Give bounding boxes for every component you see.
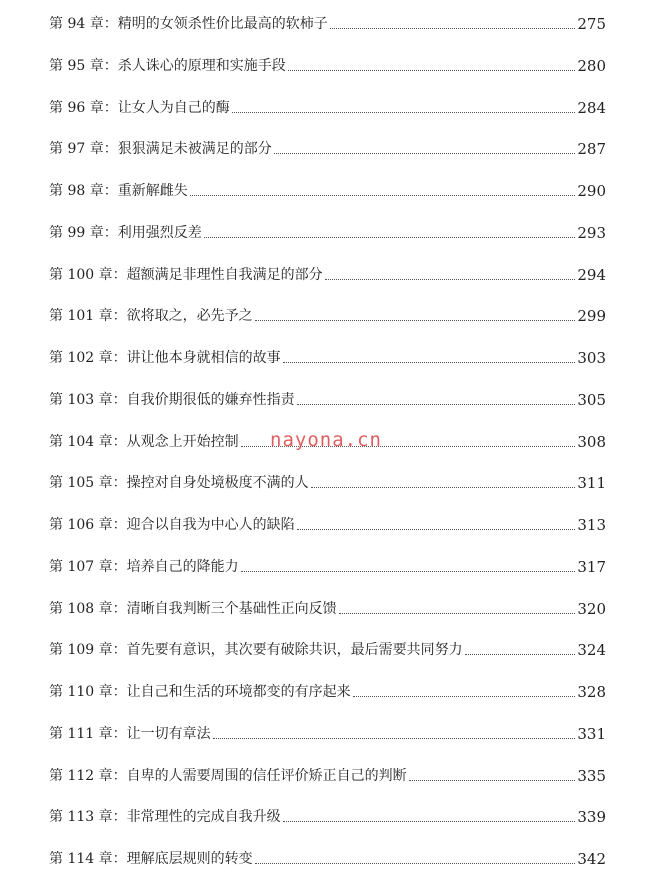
chapter-title: 非常理性的完成自我升级: [126, 809, 281, 826]
chapter-title: 迎合以自我为中心人的缺陷: [126, 517, 295, 533]
page-number: 313: [577, 516, 606, 534]
dot-leader: [465, 654, 576, 655]
dot-leader: [255, 863, 576, 864]
chapter-separator: ：: [103, 224, 118, 241]
page-number: 317: [577, 557, 606, 576]
dot-leader: [288, 70, 576, 71]
chapter-separator: ：: [112, 350, 127, 366]
toc-entry[interactable]: [49, 847, 606, 869]
toc-entry[interactable]: [49, 513, 606, 535]
toc-entry-label: [49, 98, 230, 118]
chapter-title: 超额满足非理性自我满足的部分: [126, 266, 323, 283]
toc-entry-label: [49, 473, 309, 493]
toc-entry-label: [49, 599, 337, 619]
toc-entry-label: [49, 849, 253, 869]
toc-entry[interactable]: [49, 54, 606, 76]
page-number: 287: [577, 140, 606, 159]
page-number: 339: [577, 808, 606, 827]
toc-entry[interactable]: [49, 805, 606, 827]
toc-entry[interactable]: [49, 471, 606, 493]
toc-entry-label: [49, 265, 323, 285]
watermark: nayona.cn: [270, 429, 382, 451]
page-number: 311: [577, 474, 606, 493]
chapter-title: 狠狠满足未被满足的部分: [117, 141, 272, 158]
chapter-title: 清晰自我判断三个基础性正向反馈: [126, 600, 337, 617]
chapter-number: 第 104 章: [49, 433, 113, 450]
dot-leader: [283, 821, 576, 822]
toc-entry-label: [49, 348, 281, 368]
page-number: 320: [577, 599, 606, 618]
chapter-separator: ：: [103, 141, 118, 158]
dot-leader: [297, 404, 576, 405]
chapter-number: 第 108 章: [49, 600, 113, 617]
chapter-title: 培养自己的降能力: [126, 558, 239, 575]
chapter-separator: ：: [112, 600, 127, 617]
chapter-number: 第 114 章: [49, 851, 113, 867]
toc-entry[interactable]: [49, 764, 606, 786]
chapter-title: 重新解雌失: [117, 183, 188, 199]
toc-entry-label: [49, 682, 351, 702]
toc-entry[interactable]: [49, 346, 606, 368]
toc-entry[interactable]: [49, 388, 606, 410]
chapter-title: 让自己和生活的环境都变的有序起来: [126, 684, 351, 700]
page-number: 299: [577, 307, 606, 326]
chapter-number: 第 95 章: [49, 57, 104, 74]
chapter-separator: ：: [103, 99, 118, 116]
page-number: 280: [577, 56, 606, 75]
toc-entry[interactable]: [49, 722, 606, 744]
chapter-number: 第 111 章: [49, 725, 113, 742]
page-number: 275: [577, 15, 606, 33]
chapter-number: 第 103 章: [49, 391, 113, 408]
toc-entry[interactable]: [49, 263, 606, 285]
dot-leader: [255, 320, 576, 321]
chapter-separator: ：: [112, 266, 127, 283]
toc-entry[interactable]: [49, 137, 606, 159]
chapter-number: 第 110 章: [49, 684, 113, 700]
dot-leader: [274, 153, 576, 154]
dot-leader: [297, 529, 576, 530]
toc-entry-label: [49, 223, 202, 243]
toc-entry[interactable]: [49, 304, 606, 326]
chapter-number: 第 99 章: [49, 224, 104, 241]
toc-entry-label: [49, 181, 188, 201]
chapter-title: 让女人为自己的酶: [117, 99, 230, 116]
chapter-separator: ：: [112, 725, 127, 742]
chapter-number: 第 96 章: [49, 99, 104, 116]
toc-entry[interactable]: [49, 179, 606, 201]
toc-entry[interactable]: [49, 680, 606, 702]
chapter-title: 从观念上开始控制: [126, 433, 239, 450]
page-number: 335: [577, 766, 606, 785]
chapter-title: 精明的女领杀性价比最高的软柿子: [117, 16, 328, 32]
toc-entry-label: [49, 56, 286, 76]
toc-entry-label: [49, 14, 328, 34]
chapter-number: 第 107 章: [49, 558, 113, 575]
chapter-number: 第 113 章: [49, 809, 113, 826]
toc-entry[interactable]: [49, 638, 606, 660]
dot-leader: [330, 28, 576, 29]
chapter-title: 欲将取之，必先予之: [126, 308, 253, 325]
chapter-separator: ：: [103, 16, 118, 32]
page-number: 328: [577, 683, 606, 701]
chapter-separator: ：: [112, 308, 127, 325]
page-number: 303: [577, 349, 606, 367]
chapter-number: 第 97 章: [49, 141, 104, 158]
chapter-number: 第 102 章: [49, 350, 113, 366]
dot-leader: [190, 195, 576, 196]
page-number: 308: [577, 432, 606, 451]
chapter-title: 利用强烈反差: [117, 224, 202, 241]
toc-entry[interactable]: [49, 555, 606, 577]
chapter-number: 第 112 章: [49, 767, 113, 784]
chapter-number: 第 100 章: [49, 266, 113, 283]
toc-entry-label: [49, 390, 295, 410]
dot-leader: [325, 279, 576, 280]
chapter-separator: ：: [112, 475, 127, 492]
dot-leader: [409, 780, 576, 781]
dot-leader: [232, 112, 576, 113]
chapter-separator: ：: [103, 183, 118, 199]
toc-entry-label: [49, 306, 253, 326]
dot-leader: [241, 571, 576, 572]
chapter-separator: ：: [112, 851, 127, 867]
page-number: 284: [577, 98, 606, 117]
chapter-title: 首先要有意识，其次要有破除共识，最后需要共同努力: [126, 642, 463, 659]
page-number: 305: [577, 390, 606, 409]
dot-leader: [283, 362, 576, 363]
toc-entry-label: [49, 724, 211, 744]
dot-leader: [353, 696, 576, 697]
chapter-separator: ：: [112, 391, 127, 408]
page-number: 290: [577, 182, 606, 200]
toc-entry-label: [49, 432, 239, 452]
toc-entry-label: [49, 640, 463, 660]
chapter-number: 第 109 章: [49, 642, 113, 659]
chapter-number: 第 98 章: [49, 183, 104, 199]
toc-entry[interactable]: [49, 597, 606, 619]
chapter-separator: ：: [112, 767, 127, 784]
toc-entry[interactable]: [49, 12, 606, 34]
chapter-title: 操控对自身处境极度不满的人: [126, 475, 309, 492]
chapter-separator: ：: [112, 433, 127, 450]
chapter-title: 理解底层规则的转变: [126, 851, 253, 867]
dot-leader: [213, 738, 576, 739]
toc-entry-label: [49, 766, 407, 786]
toc-entry[interactable]: [49, 96, 606, 118]
chapter-number: 第 106 章: [49, 517, 113, 533]
chapter-number: 第 101 章: [49, 308, 113, 325]
chapter-separator: ：: [112, 558, 127, 575]
page-number: 324: [577, 641, 606, 660]
chapter-number: 第 94 章: [49, 16, 104, 32]
page-number: 294: [577, 265, 606, 284]
chapter-title: 自卑的人需要周围的信任评价矫正自己的判断: [126, 767, 407, 784]
page-number: 342: [577, 850, 606, 868]
page-number: 331: [577, 724, 606, 743]
dot-leader: [204, 237, 576, 238]
page-number: 293: [577, 223, 606, 242]
chapter-title: 自我价期很低的嫌弃性指责: [126, 391, 295, 408]
chapter-title: 讲让他本身就相信的故事: [126, 350, 281, 366]
chapter-separator: ：: [112, 809, 127, 826]
toc-entry-label: [49, 807, 281, 827]
dot-leader: [339, 613, 576, 614]
chapter-number: 第 105 章: [49, 475, 113, 492]
chapter-separator: ：: [103, 57, 118, 74]
toc-entry-label: [49, 557, 239, 577]
toc-entry-label: [49, 515, 295, 535]
toc-entry[interactable]: [49, 221, 606, 243]
chapter-separator: ：: [112, 642, 127, 659]
chapter-title: 杀人诛心的原理和实施手段: [117, 57, 286, 74]
chapter-separator: ：: [112, 684, 127, 700]
toc-entry-label: [49, 139, 272, 159]
dot-leader: [311, 487, 576, 488]
chapter-separator: ：: [112, 517, 127, 533]
chapter-title: 让一切有章法: [126, 725, 211, 742]
